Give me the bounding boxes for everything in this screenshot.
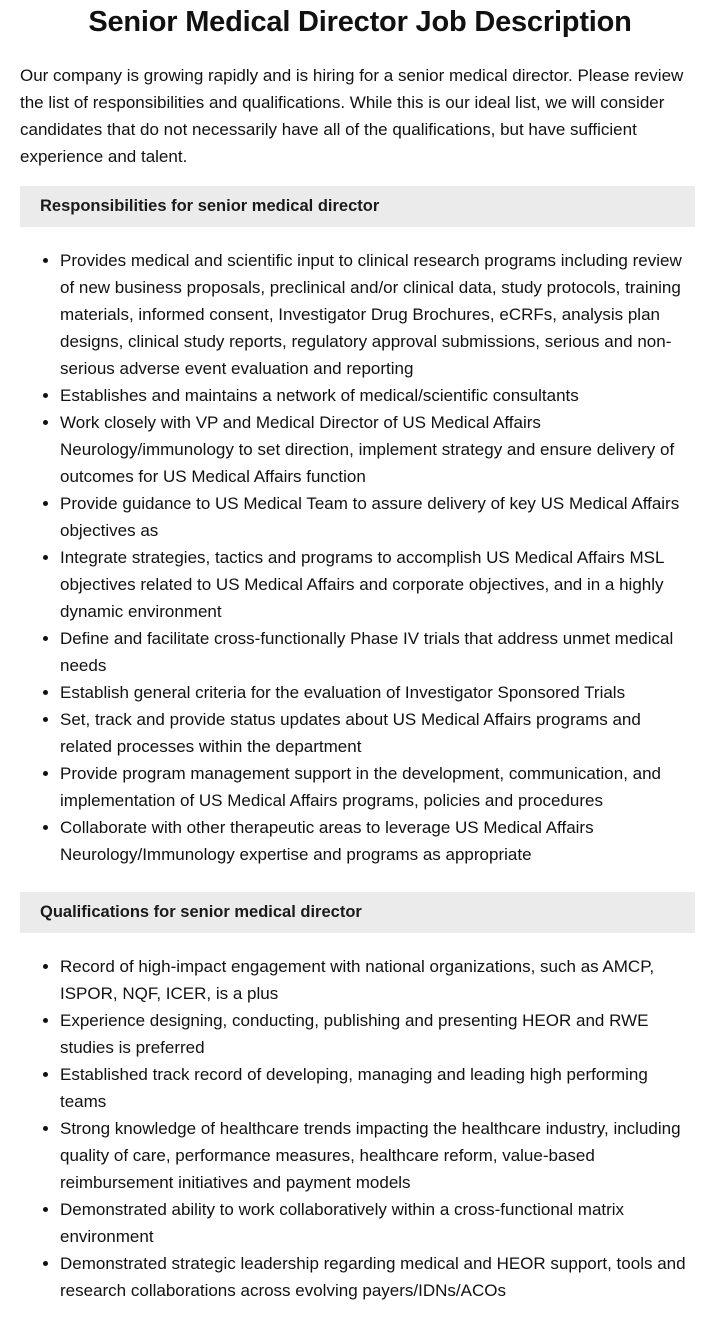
responsibilities-list	[20, 247, 695, 868]
list-item: • Collaborate with other therapeutic areas to leverage US Medical Affairs Neurology/Immunology expertise and programs as appropriate	[60, 814, 695, 868]
list-item: • Provide program management support in the development, communication, and implementation of US Medical Affairs programs, policies and procedures	[60, 760, 695, 814]
list-item: • Set, track and provide status updates about US Medical Affairs programs and related processes within the department	[60, 706, 695, 760]
list-item: • Integrate strategies, tactics and programs to accomplish US Medical Affairs MSL objectives related to US Medical Affairs and corporate objectives, and in a highly dynamic environment	[60, 544, 695, 625]
list-item: • Strong knowledge of healthcare trends impacting the healthcare industry, including quality of care, performance measures, healthcare reform, value-based reimbursement initiatives and payment models	[60, 1115, 695, 1196]
list-item: • Define and facilitate cross-functionally Phase IV trials that address unmet medical needs	[60, 625, 695, 679]
qualifications-heading: Qualifications for senior medical director	[20, 892, 695, 933]
list-item: • Established track record of developing, managing and leading high performing teams	[60, 1061, 695, 1115]
page-title: Senior Medical Director Job Description	[88, 6, 632, 38]
list-item: • Demonstrated strategic leadership regarding medical and HEOR support, tools and research collaborations across evolving payers/IDNs/ACOs	[60, 1250, 695, 1304]
list-item: • Provide guidance to US Medical Team to assure delivery of key US Medical Affairs objectives as	[60, 490, 695, 544]
intro-paragraph: Our company is growing rapidly and is hiring for a senior medical director. Please review the list of responsibilities and qualifications. While this is our ideal list, we will consider candidates that do not necessarily have all of the qualifications, but have sufficient experience and talent.	[20, 66, 684, 166]
list-item: • Establish general criteria for the evaluation of Investigator Sponsored Trials	[60, 679, 695, 706]
qualifications-list	[20, 953, 695, 1304]
responsibilities-heading: Responsibilities for senior medical director	[20, 186, 695, 227]
list-item: • Demonstrated ability to work collaboratively within a cross-functional matrix environment	[60, 1196, 695, 1250]
list-item: • Provides medical and scientific input to clinical research programs including review of new business proposals, preclinical and/or clinical data, study protocols, training materials, informed consent, Investigator Drug Brochures, eCRFs, analysis plan designs, clinical study reports, regulatory approval submissions, serious and non-serious adverse event evaluation and reporting	[60, 247, 695, 382]
list-item: • Record of high-impact engagement with national organizations, such as AMCP, ISPOR, NQF, ICER, is a plus	[60, 953, 695, 1007]
list-item: • Establishes and maintains a network of medical/scientific consultants	[60, 382, 695, 409]
list-item: • Experience designing, conducting, publishing and presenting HEOR and RWE studies is preferred	[60, 1007, 695, 1061]
list-item: • Work closely with VP and Medical Director of US Medical Affairs Neurology/immunology to set direction, implement strategy and ensure delivery of outcomes for US Medical Affairs function	[60, 409, 695, 490]
